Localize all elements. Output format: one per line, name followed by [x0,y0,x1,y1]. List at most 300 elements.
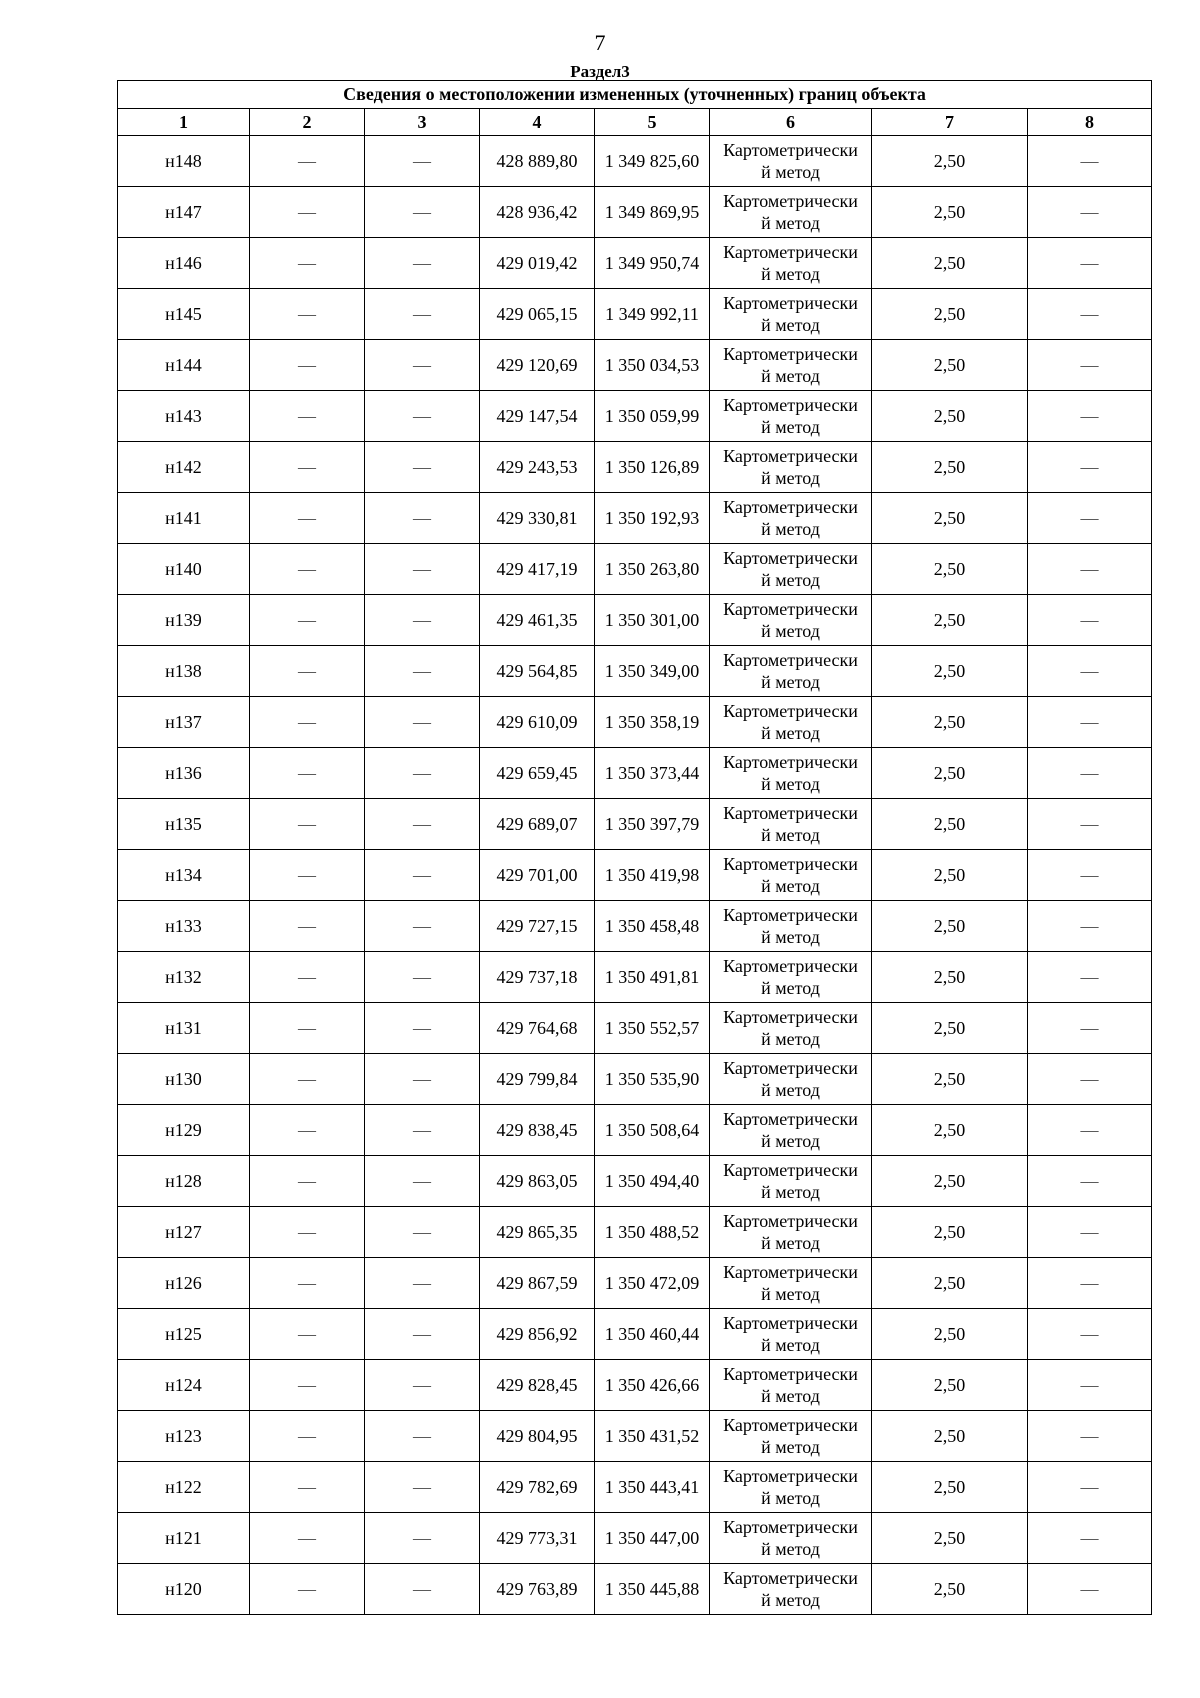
table-row [118,1054,1152,1105]
dash-cell: — [365,646,480,697]
method-cell [710,238,872,289]
dash-cell: — [250,1054,365,1105]
dash-cell: — [365,391,480,442]
x-coordinate-cell: 428 889,80 [480,136,595,187]
accuracy-cell: 2,50 [872,1564,1028,1615]
method-text-line2: й метод [761,1335,820,1355]
table-caption: Сведения о местоположении измененных (уточненных) границ объекта [118,81,1152,109]
dash-cell: — [365,850,480,901]
dash-cell: — [1028,901,1152,952]
dash-cell: — [1028,289,1152,340]
table-row [118,493,1152,544]
dash-cell: — [250,1564,365,1615]
table-row [118,850,1152,901]
dash-cell: — [1028,391,1152,442]
y-coordinate-cell: 1 349 992,11 [595,289,710,340]
method-cell [710,1462,872,1513]
dash-cell: — [365,136,480,187]
dash-cell: — [250,952,365,1003]
accuracy-cell: 2,50 [872,340,1028,391]
accuracy-cell: 2,50 [872,799,1028,850]
y-coordinate-cell: 1 350 508,64 [595,1105,710,1156]
y-coordinate-cell: 1 349 869,95 [595,187,710,238]
column-number: 7 [872,109,1028,136]
method-text-line1: Картометрически [723,1415,858,1435]
table-row [118,340,1152,391]
method-text-line2: й метод [761,468,820,488]
dash-cell: — [250,1309,365,1360]
table-row [118,544,1152,595]
method-text-line2: й метод [761,621,820,641]
method-cell [710,595,872,646]
dash-cell: — [250,646,365,697]
y-coordinate-cell: 1 350 445,88 [595,1564,710,1615]
dash-cell: — [365,289,480,340]
point-number-cell: н123 [118,1411,250,1462]
column-number: 2 [250,109,365,136]
y-coordinate-cell: 1 350 472,09 [595,1258,710,1309]
point-number-cell: н141 [118,493,250,544]
dash-cell: — [365,493,480,544]
method-cell [710,1564,872,1615]
accuracy-cell: 2,50 [872,391,1028,442]
method-cell [710,493,872,544]
method-text-line1: Картометрически [723,752,858,772]
method-cell [710,136,872,187]
method-cell [710,187,872,238]
dash-cell: — [250,1003,365,1054]
method-text-line2: й метод [761,162,820,182]
dash-cell: — [250,1207,365,1258]
y-coordinate-cell: 1 350 358,19 [595,697,710,748]
x-coordinate-cell: 429 610,09 [480,697,595,748]
dash-cell: — [1028,850,1152,901]
table-row [118,1513,1152,1564]
dash-cell: — [1028,1105,1152,1156]
point-number-cell: н148 [118,136,250,187]
method-cell [710,901,872,952]
method-cell [710,1360,872,1411]
method-text-line1: Картометрически [723,1160,858,1180]
method-text-line2: й метод [761,978,820,998]
point-number-cell: н139 [118,595,250,646]
table-row [118,1207,1152,1258]
dash-cell: — [365,1411,480,1462]
point-number-cell: н142 [118,442,250,493]
dash-cell: — [250,1411,365,1462]
method-text-line1: Картометрически [723,854,858,874]
accuracy-cell: 2,50 [872,1105,1028,1156]
dash-cell: — [365,238,480,289]
point-number-cell: н127 [118,1207,250,1258]
method-text-line1: Картометрически [723,599,858,619]
table-row [118,442,1152,493]
y-coordinate-cell: 1 350 419,98 [595,850,710,901]
table-row [118,1156,1152,1207]
method-text-line1: Картометрически [723,701,858,721]
dash-cell: — [1028,187,1152,238]
method-text-line2: й метод [761,1029,820,1049]
method-text-line2: й метод [761,1488,820,1508]
dash-cell: — [1028,136,1152,187]
method-cell [710,1258,872,1309]
point-number-cell: н125 [118,1309,250,1360]
method-text-line1: Картометрически [723,1262,858,1282]
dash-cell: — [250,799,365,850]
method-text-line1: Картометрически [723,1568,858,1588]
column-number: 5 [595,109,710,136]
point-number-cell: н131 [118,1003,250,1054]
dash-cell: — [250,901,365,952]
method-cell [710,544,872,595]
dash-cell: — [250,697,365,748]
method-text-line2: й метод [761,366,820,386]
method-text-line1: Картометрически [723,344,858,364]
table-row [118,391,1152,442]
y-coordinate-cell: 1 350 349,00 [595,646,710,697]
dash-cell: — [1028,748,1152,799]
accuracy-cell: 2,50 [872,646,1028,697]
method-cell [710,1207,872,1258]
dash-cell: — [365,1462,480,1513]
table-row [118,1360,1152,1411]
table-row [118,1309,1152,1360]
method-text-line1: Картометрически [723,395,858,415]
method-cell [710,442,872,493]
dash-cell: — [365,1564,480,1615]
method-text-line1: Картометрически [723,293,858,313]
accuracy-cell: 2,50 [872,1513,1028,1564]
x-coordinate-cell: 429 838,45 [480,1105,595,1156]
dash-cell: — [250,289,365,340]
accuracy-cell: 2,50 [872,289,1028,340]
dash-cell: — [1028,799,1152,850]
point-number-cell: н135 [118,799,250,850]
table-row [118,1564,1152,1615]
y-coordinate-cell: 1 350 263,80 [595,544,710,595]
table-row [118,595,1152,646]
accuracy-cell: 2,50 [872,850,1028,901]
method-text-line2: й метод [761,825,820,845]
dash-cell: — [250,493,365,544]
column-number: 1 [118,109,250,136]
accuracy-cell: 2,50 [872,493,1028,544]
dash-cell: — [1028,1513,1152,1564]
dash-cell: — [365,1105,480,1156]
accuracy-cell: 2,50 [872,1462,1028,1513]
point-number-cell: н121 [118,1513,250,1564]
dash-cell: — [1028,544,1152,595]
method-text-line2: й метод [761,519,820,539]
method-text-line2: й метод [761,927,820,947]
dash-cell: — [250,1156,365,1207]
dash-cell: — [365,1207,480,1258]
accuracy-cell: 2,50 [872,901,1028,952]
point-number-cell: н126 [118,1258,250,1309]
x-coordinate-cell: 429 120,69 [480,340,595,391]
x-coordinate-cell: 429 867,59 [480,1258,595,1309]
column-number-row [118,109,1152,136]
dash-cell: — [1028,442,1152,493]
dash-cell: — [250,187,365,238]
accuracy-cell: 2,50 [872,1003,1028,1054]
y-coordinate-cell: 1 350 535,90 [595,1054,710,1105]
table-row [118,1105,1152,1156]
x-coordinate-cell: 429 773,31 [480,1513,595,1564]
table-row [118,1258,1152,1309]
method-text-line2: й метод [761,1233,820,1253]
method-text-line1: Картометрически [723,1109,858,1129]
accuracy-cell: 2,50 [872,1309,1028,1360]
method-cell [710,748,872,799]
x-coordinate-cell: 429 461,35 [480,595,595,646]
table-row [118,238,1152,289]
accuracy-cell: 2,50 [872,1156,1028,1207]
dash-cell: — [1028,595,1152,646]
dash-cell: — [250,1258,365,1309]
method-text-line2: й метод [761,264,820,284]
method-text-line2: й метод [761,1590,820,1610]
table-row [118,646,1152,697]
method-cell [710,799,872,850]
coordinates-table [117,80,1152,1615]
method-text-line2: й метод [761,213,820,233]
y-coordinate-cell: 1 350 059,99 [595,391,710,442]
x-coordinate-cell: 429 065,15 [480,289,595,340]
point-number-cell: н136 [118,748,250,799]
table-row [118,1462,1152,1513]
x-coordinate-cell: 429 763,89 [480,1564,595,1615]
dash-cell: — [365,1360,480,1411]
accuracy-cell: 2,50 [872,1054,1028,1105]
method-text-line1: Картометрически [723,956,858,976]
accuracy-cell: 2,50 [872,952,1028,1003]
method-text-line1: Картометрически [723,548,858,568]
y-coordinate-cell: 1 350 458,48 [595,901,710,952]
method-text-line1: Картометрически [723,1517,858,1537]
x-coordinate-cell: 429 701,00 [480,850,595,901]
x-coordinate-cell: 429 804,95 [480,1411,595,1462]
dash-cell: — [365,901,480,952]
dash-cell: — [1028,1156,1152,1207]
point-number-cell: н124 [118,1360,250,1411]
dash-cell: — [365,187,480,238]
x-coordinate-cell: 429 564,85 [480,646,595,697]
dash-cell: — [365,1054,480,1105]
y-coordinate-cell: 1 350 491,81 [595,952,710,1003]
page-number: 7 [594,30,606,55]
accuracy-cell: 2,50 [872,1207,1028,1258]
point-number-cell: н140 [118,544,250,595]
method-text-line1: Картометрически [723,650,858,670]
dash-cell: — [365,1258,480,1309]
point-number-cell: н146 [118,238,250,289]
point-number-cell: н147 [118,187,250,238]
accuracy-cell: 2,50 [872,748,1028,799]
method-text-line2: й метод [761,672,820,692]
x-coordinate-cell: 429 865,35 [480,1207,595,1258]
method-text-line2: й метод [761,315,820,335]
y-coordinate-cell: 1 350 552,57 [595,1003,710,1054]
dash-cell: — [250,748,365,799]
method-text-line2: й метод [761,1080,820,1100]
y-coordinate-cell: 1 350 301,00 [595,595,710,646]
y-coordinate-cell: 1 350 034,53 [595,340,710,391]
x-coordinate-cell: 429 856,92 [480,1309,595,1360]
x-coordinate-cell: 429 799,84 [480,1054,595,1105]
point-number-cell: н137 [118,697,250,748]
accuracy-cell: 2,50 [872,136,1028,187]
dash-cell: — [365,442,480,493]
method-cell [710,1003,872,1054]
dash-cell: — [365,1309,480,1360]
method-text-line1: Картометрически [723,1364,858,1384]
dash-cell: — [365,799,480,850]
x-coordinate-cell: 429 764,68 [480,1003,595,1054]
accuracy-cell: 2,50 [872,544,1028,595]
method-cell [710,1309,872,1360]
point-number-cell: н132 [118,952,250,1003]
dash-cell: — [1028,238,1152,289]
accuracy-cell: 2,50 [872,1258,1028,1309]
method-text-line2: й метод [761,570,820,590]
dash-cell: — [1028,1258,1152,1309]
y-coordinate-cell: 1 349 825,60 [595,136,710,187]
column-number: 6 [710,109,872,136]
dash-cell: — [1028,697,1152,748]
x-coordinate-cell: 429 727,15 [480,901,595,952]
dash-cell: — [250,340,365,391]
accuracy-cell: 2,50 [872,442,1028,493]
dash-cell: — [1028,1462,1152,1513]
method-cell [710,1105,872,1156]
y-coordinate-cell: 1 350 447,00 [595,1513,710,1564]
dash-cell: — [1028,1360,1152,1411]
table-row [118,1411,1152,1462]
method-cell [710,1411,872,1462]
point-number-cell: н122 [118,1462,250,1513]
table-row [118,136,1152,187]
table-row [118,289,1152,340]
dash-cell: — [1028,1207,1152,1258]
point-number-cell: н145 [118,289,250,340]
point-number-cell: н120 [118,1564,250,1615]
section-label: Раздел3 [570,62,630,81]
x-coordinate-cell: 429 019,42 [480,238,595,289]
dash-cell: — [1028,1309,1152,1360]
point-number-cell: н143 [118,391,250,442]
method-text-line2: й метод [761,417,820,437]
x-coordinate-cell: 429 147,54 [480,391,595,442]
table-row [118,1003,1152,1054]
method-text-line1: Картометрически [723,1058,858,1078]
x-coordinate-cell: 429 863,05 [480,1156,595,1207]
point-number-cell: н144 [118,340,250,391]
x-coordinate-cell: 429 782,69 [480,1462,595,1513]
point-number-cell: н129 [118,1105,250,1156]
method-text-line1: Картометрически [723,1007,858,1027]
dash-cell: — [250,391,365,442]
method-cell [710,391,872,442]
y-coordinate-cell: 1 350 126,89 [595,442,710,493]
table-row [118,952,1152,1003]
y-coordinate-cell: 1 350 431,52 [595,1411,710,1462]
dash-cell: — [365,952,480,1003]
dash-cell: — [250,1360,365,1411]
method-text-line1: Картометрически [723,242,858,262]
x-coordinate-cell: 428 936,42 [480,187,595,238]
dash-cell: — [1028,340,1152,391]
dash-cell: — [1028,952,1152,1003]
table-row [118,748,1152,799]
point-number-cell: н138 [118,646,250,697]
method-text-line1: Картометрически [723,1313,858,1333]
dash-cell: — [365,595,480,646]
y-coordinate-cell: 1 350 426,66 [595,1360,710,1411]
dash-cell: — [250,136,365,187]
dash-cell: — [250,442,365,493]
y-coordinate-cell: 1 349 950,74 [595,238,710,289]
x-coordinate-cell: 429 330,81 [480,493,595,544]
method-text-line1: Картометрически [723,1211,858,1231]
dash-cell: — [250,1513,365,1564]
dash-cell: — [365,748,480,799]
y-coordinate-cell: 1 350 443,41 [595,1462,710,1513]
column-number: 3 [365,109,480,136]
dash-cell: — [1028,1003,1152,1054]
dash-cell: — [250,544,365,595]
column-number: 8 [1028,109,1152,136]
dash-cell: — [365,1003,480,1054]
dash-cell: — [250,850,365,901]
method-text-line2: й метод [761,1539,820,1559]
dash-cell: — [365,697,480,748]
method-text-line2: й метод [761,1284,820,1304]
point-number-cell: н128 [118,1156,250,1207]
method-text-line1: Картометрически [723,1466,858,1486]
y-coordinate-cell: 1 350 494,40 [595,1156,710,1207]
method-text-line2: й метод [761,876,820,896]
accuracy-cell: 2,50 [872,1411,1028,1462]
dash-cell: — [250,1105,365,1156]
method-cell [710,1156,872,1207]
method-text-line2: й метод [761,1131,820,1151]
x-coordinate-cell: 429 243,53 [480,442,595,493]
y-coordinate-cell: 1 350 397,79 [595,799,710,850]
y-coordinate-cell: 1 350 373,44 [595,748,710,799]
dash-cell: — [1028,646,1152,697]
method-cell [710,697,872,748]
point-number-cell: н134 [118,850,250,901]
y-coordinate-cell: 1 350 192,93 [595,493,710,544]
method-text-line1: Картометрически [723,497,858,517]
x-coordinate-cell: 429 828,45 [480,1360,595,1411]
x-coordinate-cell: 429 659,45 [480,748,595,799]
dash-cell: — [365,544,480,595]
method-cell [710,850,872,901]
dash-cell: — [250,238,365,289]
y-coordinate-cell: 1 350 460,44 [595,1309,710,1360]
method-cell [710,646,872,697]
dash-cell: — [250,595,365,646]
dash-cell: — [365,1513,480,1564]
x-coordinate-cell: 429 417,19 [480,544,595,595]
method-text-line1: Картометрически [723,803,858,823]
point-number-cell: н130 [118,1054,250,1105]
point-number-cell: н133 [118,901,250,952]
dash-cell: — [250,1462,365,1513]
accuracy-cell: 2,50 [872,697,1028,748]
